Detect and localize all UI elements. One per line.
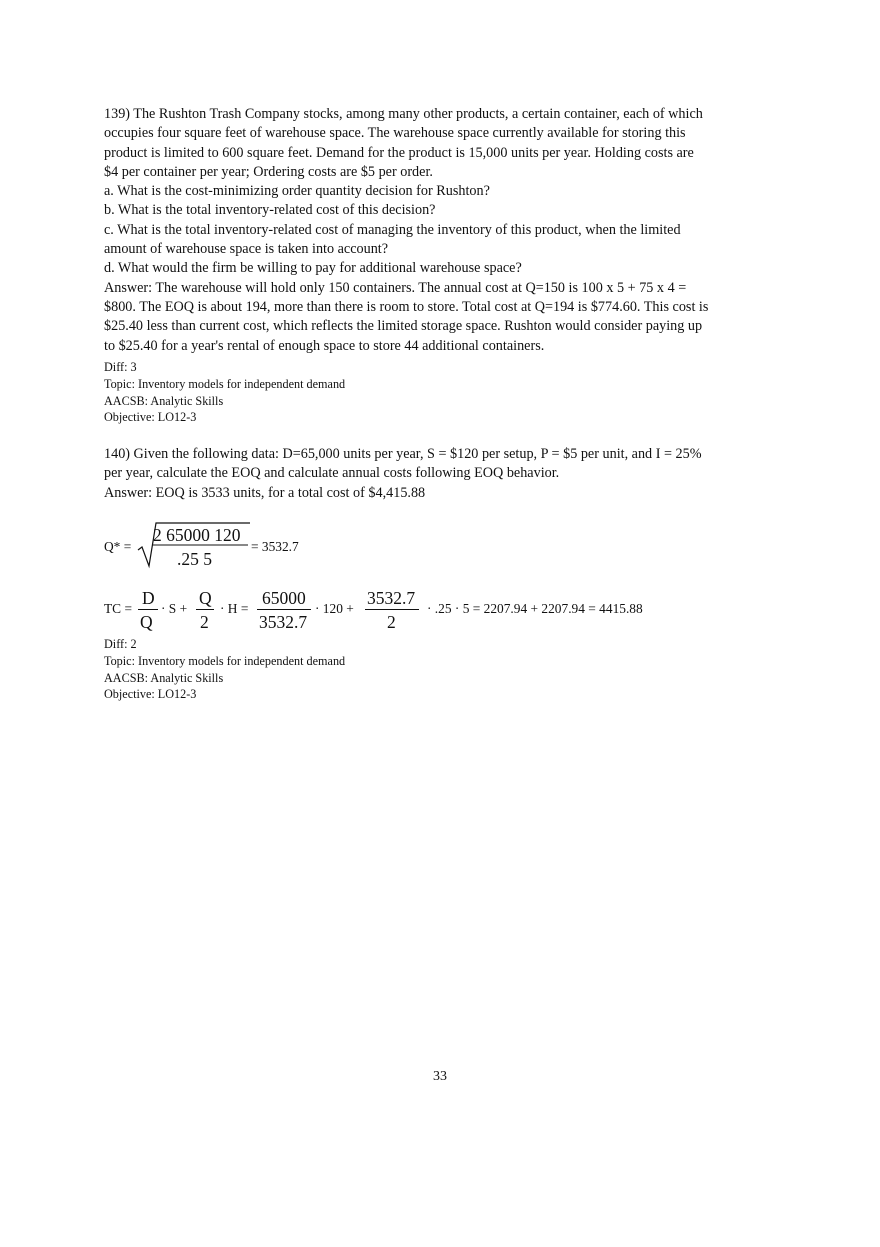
aacsb: AACSB: Analytic Skills xyxy=(104,393,224,408)
objective: Objective: LO12-3 xyxy=(104,410,197,425)
tc-lhs: TC = xyxy=(104,601,133,616)
topic: Topic: Inventory models for independent demand xyxy=(104,376,346,391)
tc-mid2: · H = xyxy=(220,601,249,616)
answer-line: $800. The EOQ is about 194, more than there is room to store. Total cost at Q=194 is $774.60. This cost is xyxy=(104,298,709,315)
aacsb: AACSB: Analytic Skills xyxy=(104,670,224,685)
frac1-numerator: D xyxy=(142,588,155,608)
text-line: occupies four square feet of warehouse space. The warehouse space currently available for storing this xyxy=(104,125,686,142)
frac1-bar xyxy=(138,609,158,610)
objective: Objective: LO12-3 xyxy=(104,687,197,702)
text-line: amount of warehouse space is taken into account? xyxy=(104,241,389,258)
answer-line: Answer: EOQ is 3533 units, for a total cost of $4,415.88 xyxy=(104,484,426,501)
question-139 xyxy=(104,105,744,356)
tc-tail: · .25 · 5 = 2207.94 + 2207.94 = 4415.88 xyxy=(427,601,643,616)
answer-line: to $25.40 for a year's rental of enough space to store 44 additional containers. xyxy=(104,337,545,354)
question-139-meta xyxy=(104,359,744,426)
frac2-denominator: 2 xyxy=(200,612,209,632)
text-line: 139) The Rushton Trash Company stocks, among many other products, a certain container, each of which xyxy=(104,106,703,122)
text-line: b. What is the total inventory-related cost of this decision? xyxy=(104,202,436,219)
difficulty: Diff: 3 xyxy=(104,360,137,374)
text-line: d. What would the firm be willing to pay for additional warehouse space? xyxy=(104,260,522,277)
page-number: 33 xyxy=(433,1069,447,1084)
frac3-numerator: 65000 xyxy=(262,588,306,608)
eoq-result: = 3532.7 xyxy=(251,539,299,554)
eoq-denominator: .25 5 xyxy=(177,549,212,569)
eoq-lhs: Q* = xyxy=(104,539,132,554)
question-140-meta xyxy=(104,636,744,703)
text-line: 140) Given the following data: D=65,000 units per year, S = $120 per setup, P = $5 per unit, and I = 25% xyxy=(104,446,702,462)
frac3-bar xyxy=(257,609,311,610)
frac4-denominator: 2 xyxy=(387,612,396,632)
text-line: $4 per container per year; Ordering costs are $5 per order. xyxy=(104,163,433,180)
text-line: product is limited to 600 square feet. Demand for the product is 15,000 units per year. Holding costs are xyxy=(104,144,694,161)
text-line: per year, calculate the EOQ and calculate annual costs following EOQ behavior. xyxy=(104,465,560,482)
difficulty: Diff: 2 xyxy=(104,637,137,651)
frac1-denominator: Q xyxy=(140,612,153,632)
tc-mid3: · 120 + xyxy=(315,601,354,616)
frac3-denominator: 3532.7 xyxy=(259,612,308,632)
question-140 xyxy=(104,445,744,503)
text-line: c. What is the total inventory-related cost of managing the inventory of this product, when the limited xyxy=(104,221,681,238)
text-line: a. What is the cost-minimizing order quantity decision for Rushton? xyxy=(104,183,490,200)
frac2-numerator: Q xyxy=(199,588,212,608)
topic: Topic: Inventory models for independent demand xyxy=(104,653,346,668)
frac4-bar xyxy=(365,609,419,610)
answer-line: Answer: The warehouse will hold only 150 containers. The annual cost at Q=150 is 100 x 5 + 75 x 4 = xyxy=(104,279,687,296)
eoq-numerator: 2 65000 120 xyxy=(153,525,241,545)
frac2-bar xyxy=(196,609,214,610)
answer-line: $25.40 less than current cost, which reflects the limited storage space. Rushton would consider paying up xyxy=(104,318,703,335)
frac4-numerator: 3532.7 xyxy=(367,588,416,608)
tc-mid1: · S + xyxy=(161,601,188,616)
